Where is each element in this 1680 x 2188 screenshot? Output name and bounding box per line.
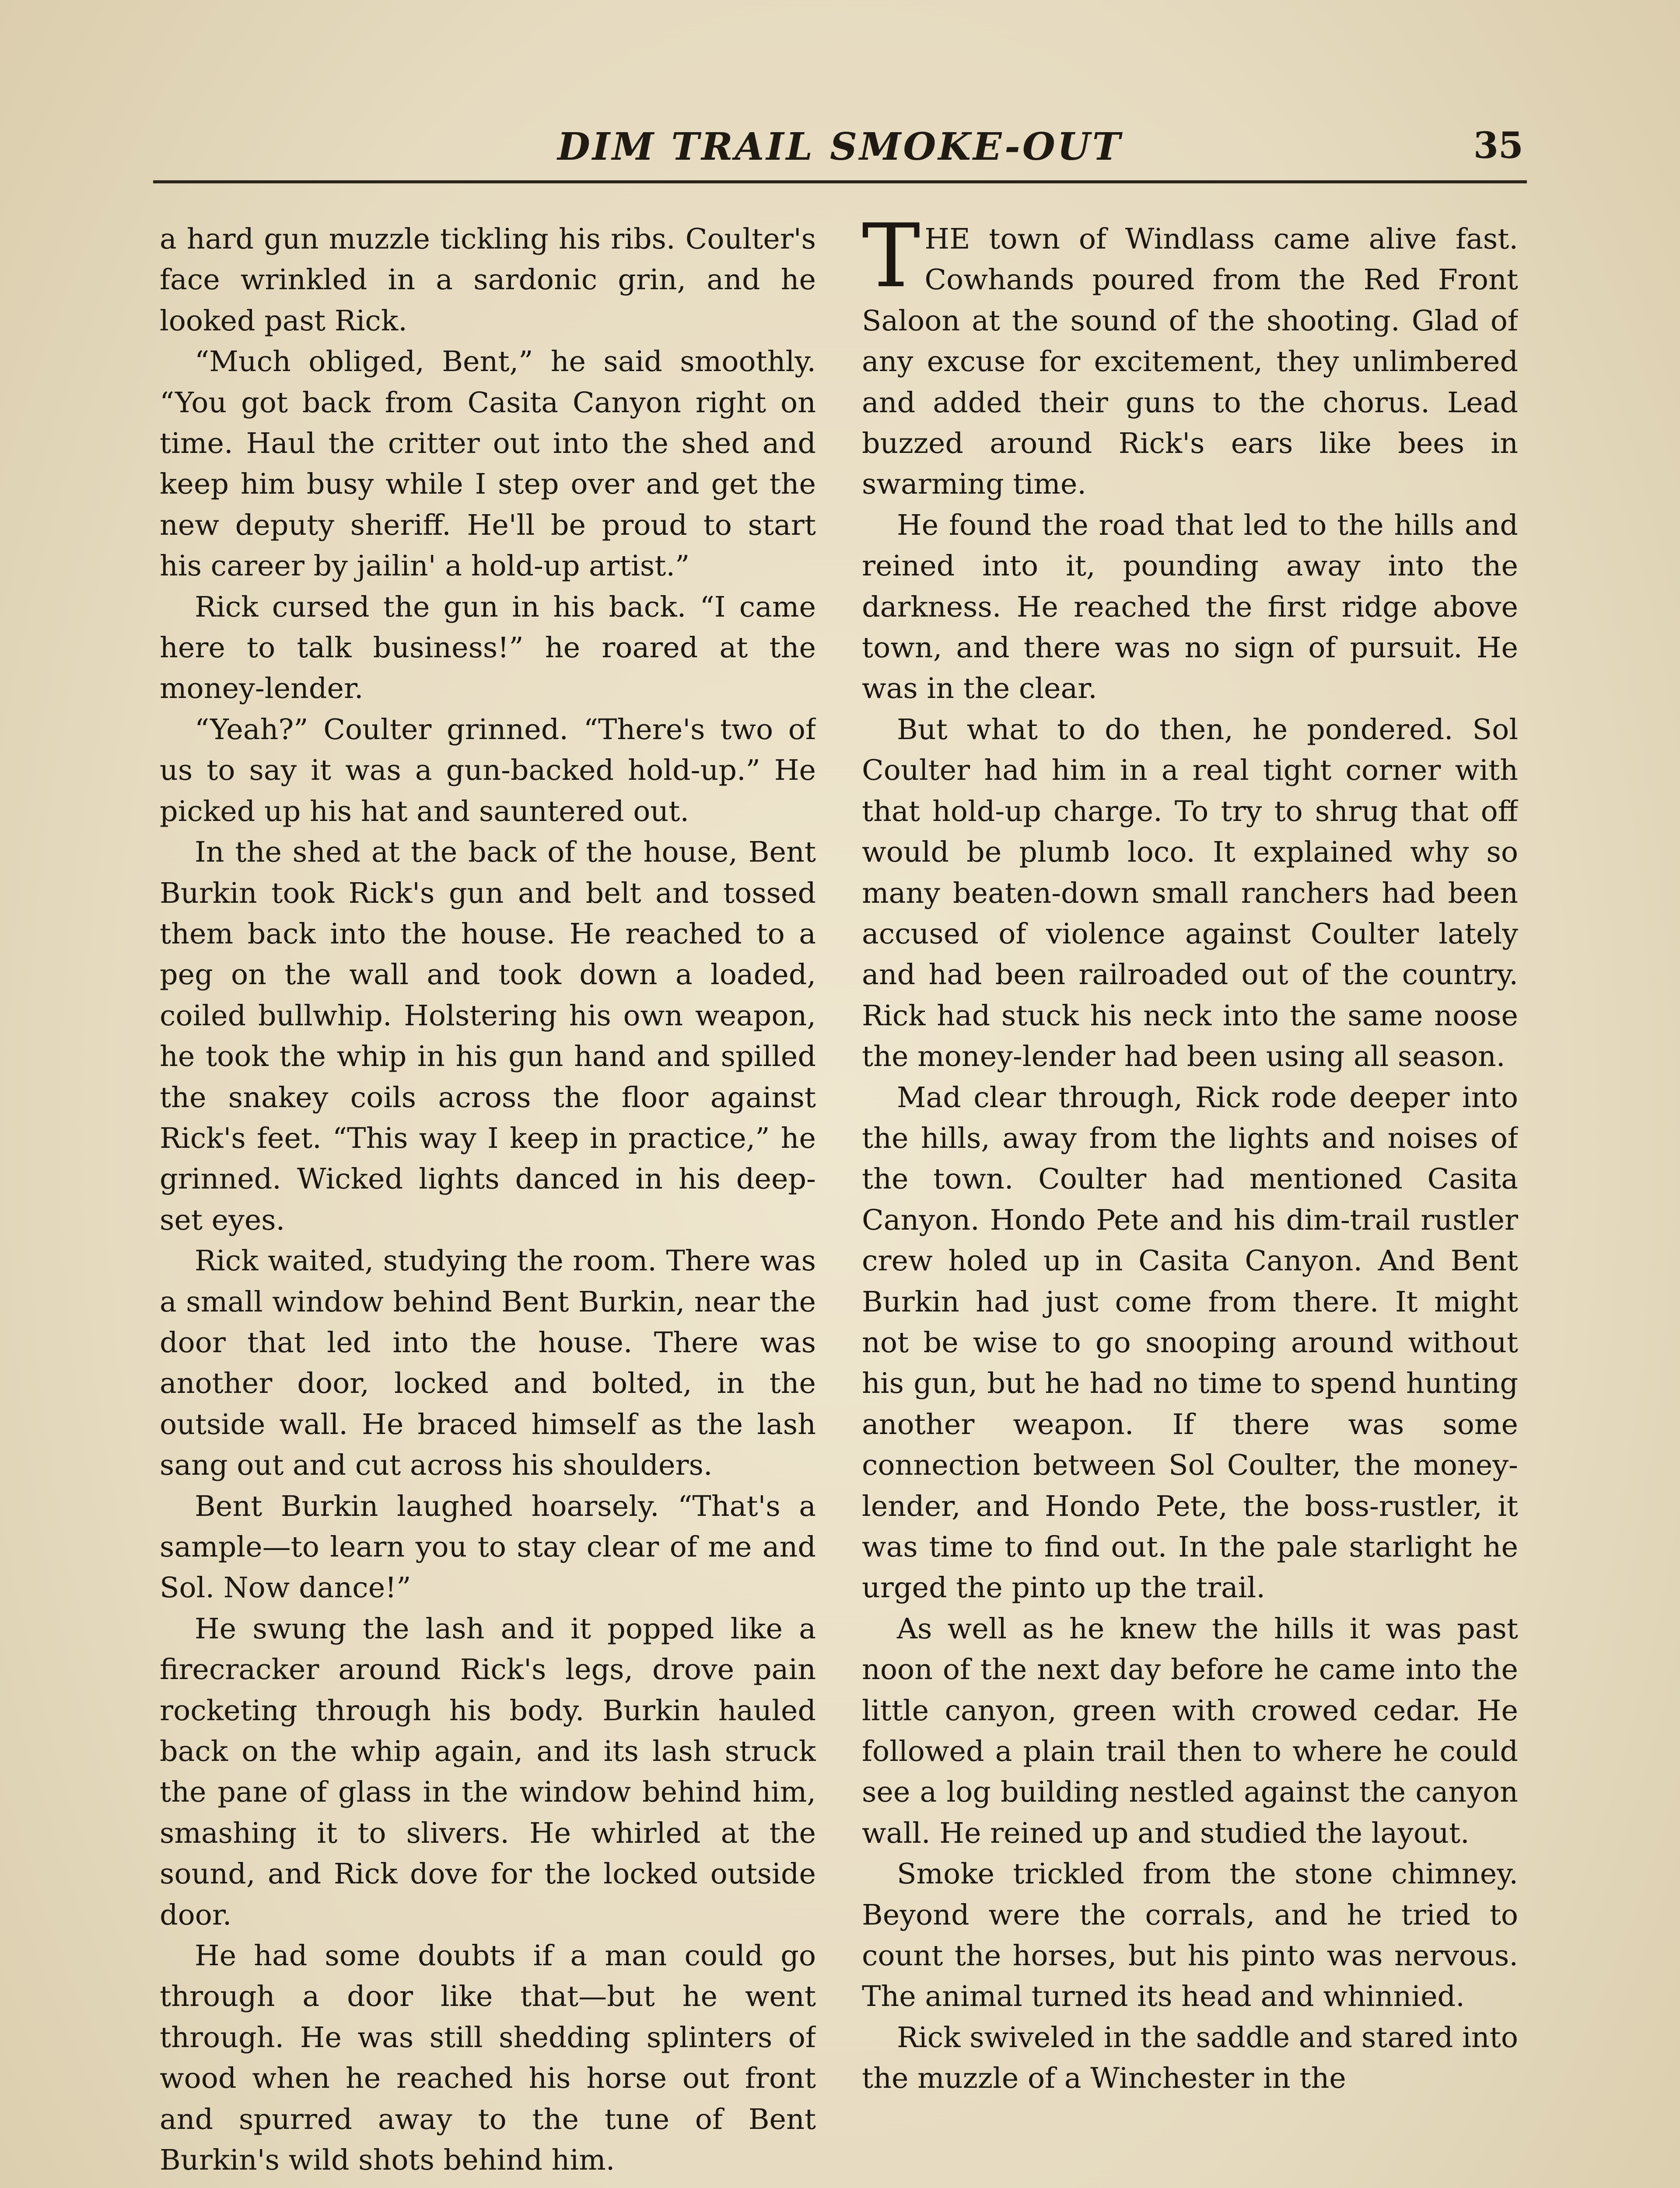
paragraph: Rick waited, studying the room. There was a small window behind Bent Burkin, near the door that led into the house. There was another door, locked and bolted, in the outside wall. He braced himself as the lash sang out and cut across his shoulders. <box>160 1245 816 1482</box>
page-number: 35 <box>1473 125 1523 167</box>
left-column <box>160 219 816 2188</box>
paragraph: He found the road that led to the hills and reined into it, pounding away into the darkness. He reached the first ridge above town, and there was no sign of pursuit. He was in the clear. <box>862 508 1518 705</box>
paragraph: In the shed at the back of the house, Bent Burkin took Rick's gun and belt and tossed them back into the house. He reached to a peg on the wall and took down a loaded, coiled bullwhip. Holstering his own weapon, he took the whip in his gun hand and spilled the snakey coils across the floor against Rick's feet. “This way I keep in practice,” he grinned. Wicked lights danced in his deep-set eyes. <box>160 836 816 1237</box>
paragraph: a hard gun muzzle tickling his ribs. Coulter's face wrinkled in a sardonic grin, and he looked past Rick. <box>160 223 816 337</box>
opening-text: HE town of Windlass came alive fast. Cowhands poured from the Red Front Saloon at the sound of the shooting. Glad of any excuse for excitement, they unlimbered and added their guns to the chorus. Lead buzzed around Rick's ears like bees in swarming time. <box>862 223 1518 501</box>
paragraph: He swung the lash and it popped like a firecracker around Rick's legs, drove pain rocketing through his body. Burkin hauled back on the whip again, and its lash struck the pane of glass in the window behind him, smashing it to slivers. He whirled at the sound, and Rick dove for the locked outside door. <box>160 1612 816 1932</box>
paragraph: As well as he knew the hills it was past noon of the next day before he came into the little canyon, green with crowed cedar. He followed a plain trail then to where he could see a log building nestled against the canyon wall. He reined up and studied the layout. <box>862 1612 1518 1850</box>
right-column <box>862 219 1518 2188</box>
paragraph: “Yeah?” Coulter grinned. “There's two of us to say it was a gun-backed hold-up.” He picked up his hat and sauntered out. <box>160 713 816 828</box>
paragraph: Rick swiveled in the saddle and stared into the muzzle of a Winchester in the <box>862 2021 1518 2095</box>
paragraph: But what to do then, he pondered. Sol Coulter had him in a real tight corner with that hold-up charge. To try to shrug that off would be plumb loco. It explained why so many beaten-down small ranchers had been accused of violence against Coulter lately and had been railroaded out of the country. Rick had stuck his neck into the same noose the money-lender had been using all season. <box>862 713 1518 1073</box>
paragraph: “Much obliged, Bent,” he said smoothly. “You got back from Casita Canyon right on time. Haul the critter out into the shed and keep him busy while I step over and get the new deputy sheriff. He'll be proud to start his career by jailin' a hold-up artist.” <box>160 345 816 583</box>
paragraph: Rick cursed the gun in his back. “I came here to talk business!” he roared at the money-lender. <box>160 590 816 705</box>
paragraph: He had some doubts if a man could go through a door like that—but he went through. He was still shedding splinters of wood when he reached his horse out front and spurred away to the tune of Bent Burkin's wild shots behind him. <box>160 1939 816 2177</box>
drop-cap: T <box>862 219 920 307</box>
page-header <box>0 125 1680 173</box>
paragraph: Bent Burkin laughed hoarsely. “That's a sample—to learn you to stay clear of me and Sol. Now dance!” <box>160 1490 816 1605</box>
header-rule <box>153 180 1527 183</box>
running-title: DIM TRAIL SMOKE-OUT <box>557 125 1123 169</box>
paragraph: Smoke trickled from the stone chimney. Beyond were the corrals, and he tried to count the horses, but his pinto was nervous. The animal turned its head and whinnied. <box>862 1858 1518 2013</box>
paragraph: Mad clear through, Rick rode deeper into the hills, away from the lights and noises of the town. Coulter had mentioned Casita Canyon. Hondo Pete and his dim-trail rustler crew holed up in Casita Canyon. And Bent Burkin had just come from there. It might not be wise to go snooping around without his gun, but he had no time to spend hunting another weapon. If there was some connection between Sol Coulter, the money-lender, and Hondo Pete, the boss-rustler, it was time to find out. In the pale starlight he urged the pinto up the trail. <box>862 1081 1518 1605</box>
opening-paragraph <box>862 219 1518 505</box>
